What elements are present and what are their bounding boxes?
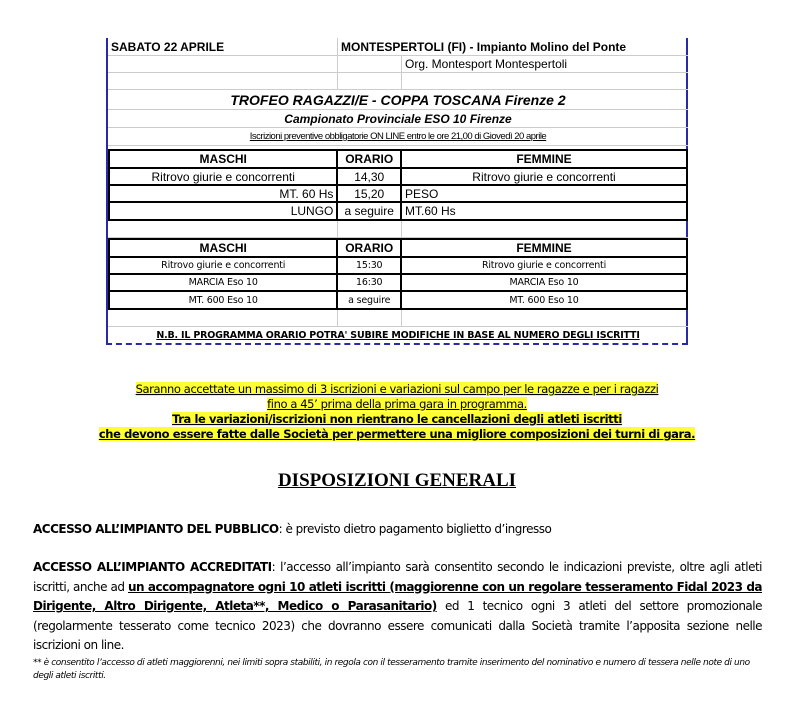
notice-line: che devono essere fatte dalle Società per permettere una migliore composizioni dei turni di gara.	[98, 427, 696, 441]
col-header: MASCHI	[110, 240, 338, 258]
event-venue: MONTESPERTOLI (FI) - Impianto Molino del Ponte	[338, 38, 688, 56]
schedule-section-2	[108, 238, 688, 310]
notice-line: Tra le variazioni/iscrizioni non rientrano le cancellazioni degli atleti iscritti	[172, 412, 622, 426]
public-access-paragraph: ACCESSO ALL’IMPIANTO DEL PUBBLICO: è previsto dietro pagamento biglietto d’ingresso	[33, 522, 552, 536]
notice-line: Saranno accettate un massimo di 3 iscrizioni e variazioni sul campo per le ragazze e per i ragazzi	[135, 382, 659, 396]
col-header: MASCHI	[110, 151, 338, 169]
section-title: DISPOSIZIONI GENERALI	[277, 470, 517, 491]
event-date: SABATO 22 APRILE	[108, 38, 338, 56]
col-header: FEMMINE	[402, 240, 686, 258]
table-row: MT. 600 Eso 10 a seguire MT. 600 Eso 10	[110, 292, 686, 308]
registration-note: Iscrizioni preventive obbligatorie ON LINE entro le ore 21,00 di Giovedì 20 aprile	[108, 128, 688, 146]
table-row: MARCIA Eso 10 16:30 MARCIA Eso 10	[110, 275, 686, 292]
schedule-table	[106, 38, 688, 345]
schedule-note: N.B. IL PROGRAMMA ORARIO POTRA' SUBIRE MODIFICHE IN BASE AL NUMERO DEGLI ISCRITTI	[156, 329, 640, 341]
event-title: TROFEO RAGAZZI/E - COPPA TOSCANA Firenze 2	[108, 90, 688, 110]
col-header: ORARIO	[338, 240, 402, 258]
col-header: ORARIO	[338, 151, 402, 169]
organizer-row	[108, 56, 688, 73]
header-row	[108, 38, 688, 56]
table-row: LUNGO a seguire MT.60 Hs	[110, 203, 686, 219]
event-subtitle: Campionato Provinciale ESO 10 Firenze	[108, 110, 688, 128]
footnote: ** è consentito l’accesso di atleti maggiorenni, nei limiti sopra stabiliti, in regola con il tesseramento tramite inserimento del nominativo e numero di tessera nelle note di uno degli atleti iscritti.	[33, 658, 750, 681]
accredited-access-label: ACCESSO ALL’IMPIANTO ACCREDITATI	[33, 560, 272, 574]
schedule-section-1	[108, 149, 688, 221]
public-access-label: ACCESSO ALL’IMPIANTO DEL PUBBLICO	[33, 522, 279, 536]
accredited-access-paragraph: ACCESSO ALL’IMPIANTO ACCREDITATI: l’accesso all’impianto sarà consentito secondo le indicazioni previste, oltre agli atleti iscritti, anche ad un accompagnatore ogni 10 atleti iscritti (maggiorenne con un regolare tesseramento Fidal 2023 da Dirigente, Altro Dirigente, Atleta**, Medico o Parasanitario) ed 1 tecnico ogni 3 atleti del settore promozionale (regolarmente tesserato come tecnico 2023) che dovranno essere comunicati dalla Società tramite l’apposita sezione nelle iscrizioni on line.	[33, 560, 763, 652]
table-row: Ritrovo giurie e concorrenti 14,30 Ritrovo giurie e concorrenti	[110, 169, 686, 186]
table-row: MT. 60 Hs 15,20 PESO	[110, 186, 686, 203]
table-row: Ritrovo giurie e concorrenti 15:30 Ritrovo giurie e concorrenti	[110, 258, 686, 275]
organizer: Org. Montesport Montespertoli	[402, 56, 688, 73]
notice-line: fino a 45’ prima della prima gara in programma.	[267, 397, 527, 411]
col-header: FEMMINE	[402, 151, 686, 169]
